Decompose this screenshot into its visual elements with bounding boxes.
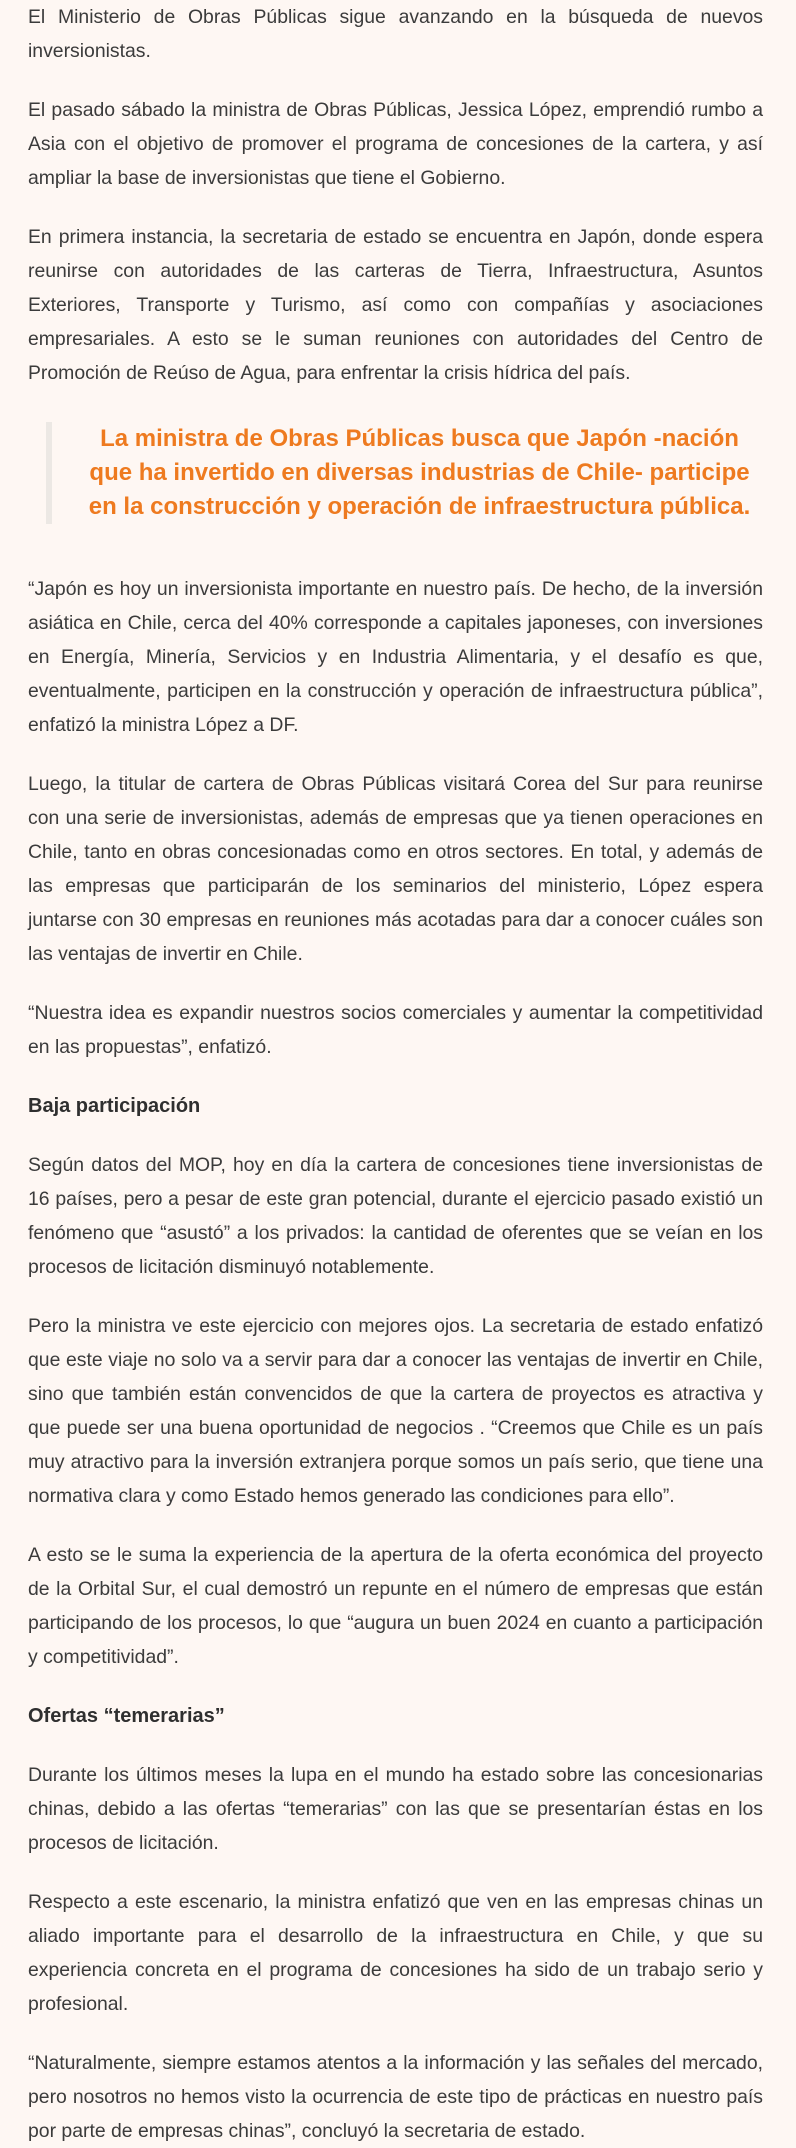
paragraph-quote-japan: “Japón es hoy un inversionista importante en nuestro país. De hecho, de la inversión asiática en Chile, cerca del 40% corresponde a capitales japoneses, con inversiones en Energía, Minería, Servicios y en Industria Alimentaria, y el desafío es que, eventualmente, participen en la construcción y operación de infraestructura pública”, enfatizó la ministra López a DF. [28,578,763,736]
paragraph-intro-2: El pasado sábado la ministra de Obras Públicas, Jessica López, emprendió rumbo a Asia con el objetivo de promover el programa de concesiones de la cartera, y así ampliar la base de inversionistas que tiene el Gobierno. [28,99,763,189]
paragraph-mop-data: Según datos del MOP, hoy en día la cartera de concesiones tiene inversionistas de 16 países, pero a pesar de este gran potencial, durante el ejercicio pasado existió un fenómeno que “asustó” a los privados: la cantidad de oferentes que se veían en los procesos de licitación disminuyó notablemente. [28,1154,763,1278]
section-heading-baja-participacion: Baja participación [28,1095,201,1117]
paragraph-chinese-concessions: Durante los últimos meses la lupa en el mundo ha estado sobre las concesionarias chinas, debido a las ofertas “temerarias” con las que se presentarían éstas en los procesos de licitación. [28,1764,763,1854]
section-heading-ofertas-temerarias: Ofertas “temerarias” [28,1705,225,1727]
paragraph-intro-1: El Ministerio de Obras Públicas sigue avanzando en la búsqueda de nuevos inversionistas. [28,6,763,62]
paragraph-minister-view: Pero la ministra ve este ejercicio con mejores ojos. La secretaria de estado enfatizó que este viaje no solo va a servir para dar a conocer las ventajas de invertir en Chile, sino que también están convencidos de que la cartera de proyectos es atractiva y que puede ser una buena oportunidad de negocios . “Creemos que Chile es un país muy atractivo para la inversión extranjera porque somos un país serio, que tiene una normativa clara y como Estado hemos generado las condiciones para ello”. [28,1315,763,1507]
paragraph-intro-3: En primera instancia, la secretaria de estado se encuentra en Japón, donde espera reunirse con autoridades de las carteras de Tierra, Infraestructura, Asuntos Exteriores, Transporte y Turismo, así como con compañías y asociaciones empresariales. A esto se le suman reuniones con autoridades del Centro de Promoción de Reúso de Agua, para enfrentar la crisis hídrica del país. [28,226,763,384]
paragraph-korea: Luego, la titular de cartera de Obras Públicas visitará Corea del Sur para reunirse con una serie de inversionistas, además de empresas que ya tienen operaciones en Chile, tanto en obras concesionadas como en otros sectores. En total, y además de las empresas que participarán de los seminarios del ministerio, López espera juntarse con 30 empresas en reuniones más acotadas para dar a conocer cuáles son las ventajas de invertir en Chile. [28,773,763,965]
paragraph-conclusion: “Naturalmente, siempre estamos atentos a la información y las señales del mercado, pero nosotros no hemos visto la ocurrencia de este tipo de prácticas en nuestro país por parte de empresas chinas”, concluyó la secretaria de estado. [28,2052,763,2142]
pull-quote [46,422,763,524]
paragraph-quote-idea: “Nuestra idea es expandir nuestros socios comerciales y aumentar la competitividad en las propuestas”, enfatizó. [28,1002,763,1058]
paragraph-orbital-sur: A esto se le suma la experiencia de la apertura de la oferta económica del proyecto de la Orbital Sur, el cual demostró un repunte en el número de empresas que están participando de los procesos, lo que “augura un buen 2024 en cuanto a participación y competitividad”. [28,1544,763,1668]
pull-quote-text: La ministra de Obras Públicas busca que Japón -nación que ha invertido en diversas industrias de Chile- participe en la construcción y operación de infraestructura pública. [88,425,751,520]
paragraph-chinese-ally: Respecto a este escenario, la ministra enfatizó que ven en las empresas chinas un aliado importante para el desarrollo de la infraestructura en Chile, y que su experiencia concreta en el programa de concesiones ha sido de un trabajo serio y profesional. [28,1891,763,2015]
